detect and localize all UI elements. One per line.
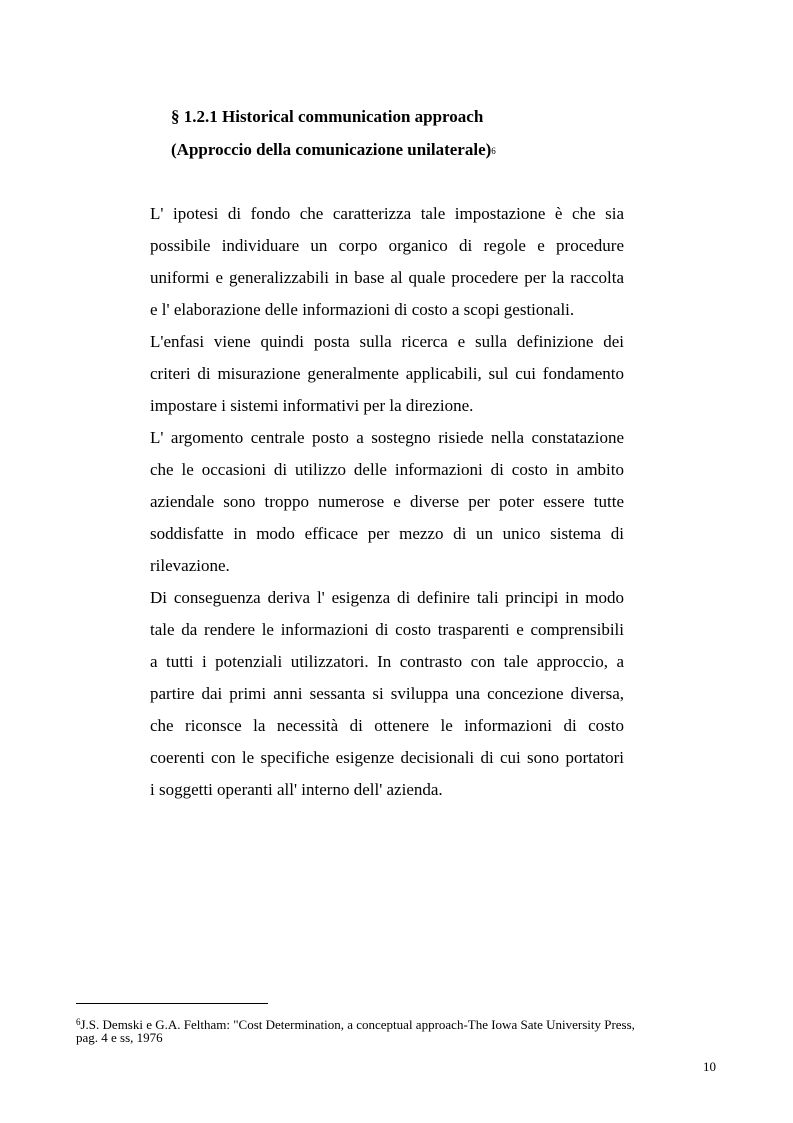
text-line: soddisfatte in modo efficace per mezzo di un unico sistema di <box>150 524 624 543</box>
text-line: impostare i sistemi informativi per la direzione. <box>150 396 474 415</box>
text-line: L' ipotesi di fondo che caratterizza tale impostazione è che sia <box>150 204 624 223</box>
text-line: e l' elaborazione delle informazioni di costo a scopi gestionali. <box>150 300 575 319</box>
text-line: L' argomento centrale posto a sostegno risiede nella constatazione <box>150 428 624 447</box>
text-line: che riconsce la necessità di ottenere le informazioni di costo <box>150 716 624 735</box>
text-line: rilevazione. <box>150 556 230 575</box>
footnote-divider <box>76 1003 268 1004</box>
text-line: Di conseguenza deriva l' esigenza di definire tali principi in modo <box>150 588 624 607</box>
section-title: § 1.2.1 Historical communication approach <box>171 107 484 126</box>
text-line: tale da rendere le informazioni di costo trasparenti e comprensibili <box>150 620 624 639</box>
footnote-text: J.S. Demski e G.A. Feltham: "Cost Determination, a conceptual approach-The Iowa Sate University Press, <box>80 1017 635 1032</box>
text-line: che le occasioni di utilizzo delle informazioni di costo in ambito <box>150 460 624 479</box>
text-line: a tutti i potenziali utilizzatori. In contrasto con tale approccio, a <box>150 652 624 671</box>
section-subtitle-text: (Approccio della comunicazione unilaterale) <box>171 140 492 159</box>
footnote-reference[interactable]: 6 <box>491 146 496 156</box>
footnote-number: 6 <box>76 1017 81 1027</box>
text-line: uniformi e generalizzabili in base al quale procedere per la raccolta <box>150 268 624 287</box>
text-line: criteri di misurazione generalmente applicabili, sul cui fondamento <box>150 364 624 383</box>
text-line: coerenti con le specifiche esigenze decisionali di cui sono portatori <box>150 748 624 767</box>
footnote-line: pag. 4 e ss, 1976 <box>76 1030 163 1045</box>
text-line: possibile individuare un corpo organico di regole e procedure <box>150 236 624 255</box>
page-number: 10 <box>703 1059 716 1074</box>
text-line: partire dai primi anni sessanta si sviluppa una concezione diversa, <box>150 684 624 703</box>
text-line: aziendale sono troppo numerose e diverse per poter essere tutte <box>150 492 624 511</box>
section-subtitle <box>171 140 496 161</box>
text-line: L'enfasi viene quindi posta sulla ricerca e sulla definizione dei <box>150 332 624 351</box>
text-line: i soggetti operanti all' interno dell' azienda. <box>150 780 443 799</box>
